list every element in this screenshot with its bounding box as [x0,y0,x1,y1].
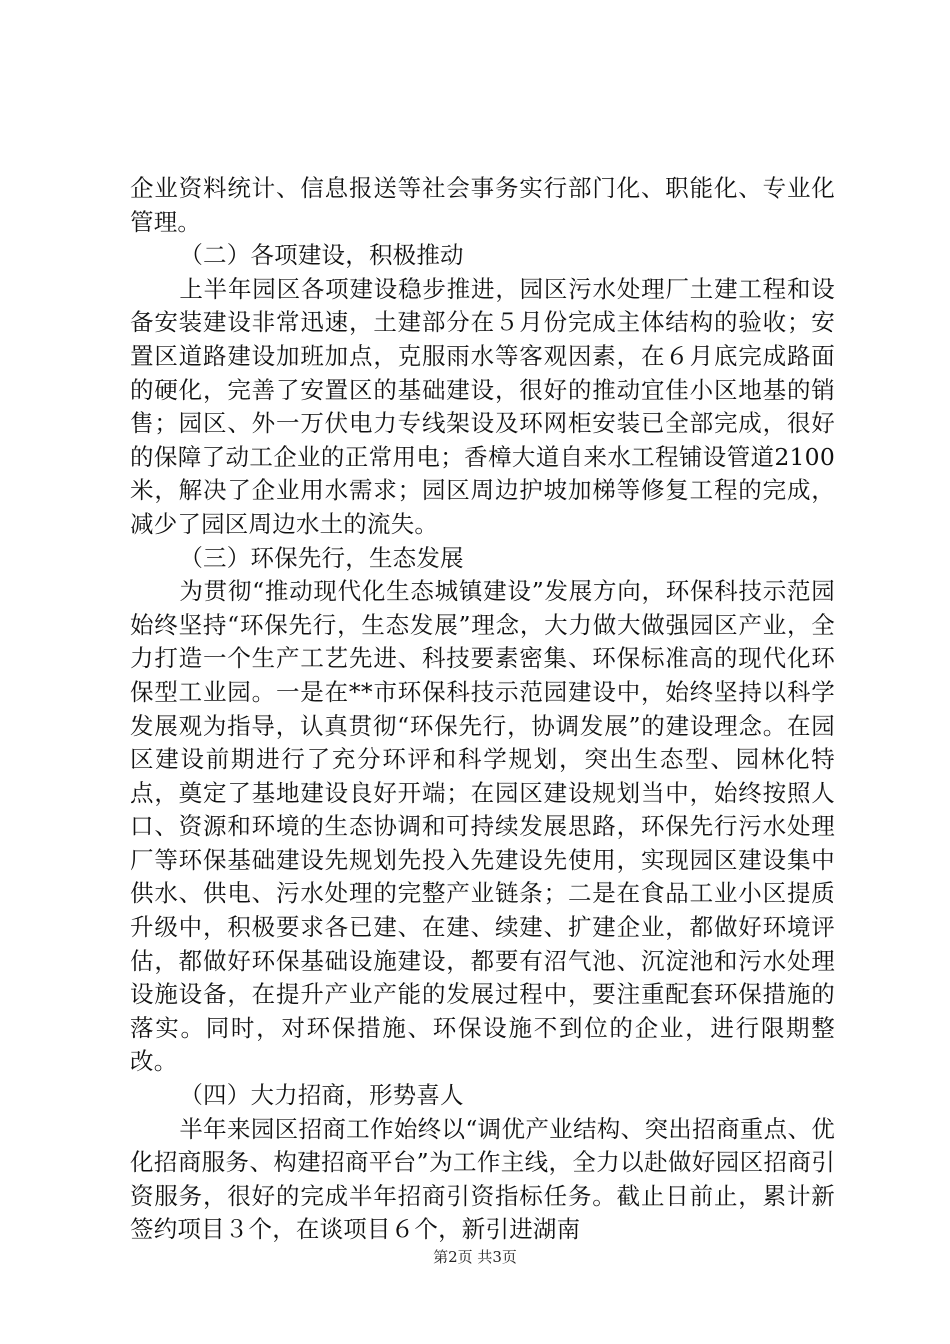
paragraph-continuation: 企业资料统计、信息报送等社会事务实行部门化、职能化、专业化管理。 [130,174,835,236]
section-heading-4: （四）大力招商，形势喜人 [179,1081,464,1110]
paragraph-investment: 半年来园区招商工作始终以“调优产业结构、突出招商重点、优化招商服务、构建招商平台”为工作主线，全力以赴做好园区招商引资服务，很好的完成半年招商引资指标任务。截止日前止，累计新签约项目３个，在谈项目６个，新引进湖南 [130,1114,835,1244]
section-heading-3: （三）环保先行，生态发展 [179,543,464,572]
paragraph-environment: 为贯彻“推动现代化生态城镇建设”发展方向，环保科技示范园始终坚持“环保先行，生态发展”理念，大力做大做强园区产业，全力打造一个生产工艺先进、科技要素密集、环保标准高的现代化环保型工业园。一是在**市环保科技示范园建设中，始终坚持以科学发展观为指导，认真贯彻“环保先行，协调发展”的建设理念。在园区建设前期进行了充分环评和科学规划，突出生态型、园林化特点，奠定了基地建设良好开端；在园区建设规划当中，始终按照人口、资源和环境的生态协调和可持续发展思路，环保先行污水处理厂等环保基础建设先规划先投入先建设先使用，实现园区建设集中供水、供电、污水处理的完整产业链条；二是在食品工业小区提质升级中，积极要求各已建、在建、续建、扩建企业，都做好环境评估，都做好环保基础设施建设，都要有沼气池、沉淀池和污水处理设施设备，在提升产业产能的发展过程中，要注重配套环保措施的落实。同时，对环保措施、环保设施不到位的企业，进行限期整改。 [130,577,835,1076]
paragraph-construction: 上半年园区各项建设稳步推进，园区污水处理厂土建工程和设备安装建设非常迅速，土建部分在５月份完成主体结构的验收；安置区道路建设加班加点，克服雨水等客观因素，在６月底完成路面的硬化，完善了安置区的基础建设，很好的推动宜佳小区地基的销售；园区、外一万伏电力专线架设及环网柜安装已全部完成，很好的保障了动工企业的正常用电；香樟大道自来水工程铺设管道2100米，解决了企业用水需求；园区周边护坡加梯等修复工程的完成，减少了园区周边水土的流失。 [130,274,835,538]
section-heading-2: （二）各项建设，积极推动 [179,241,464,270]
page-footer: 第2页 共3页 [433,1248,517,1266]
document-body [130,172,835,1247]
